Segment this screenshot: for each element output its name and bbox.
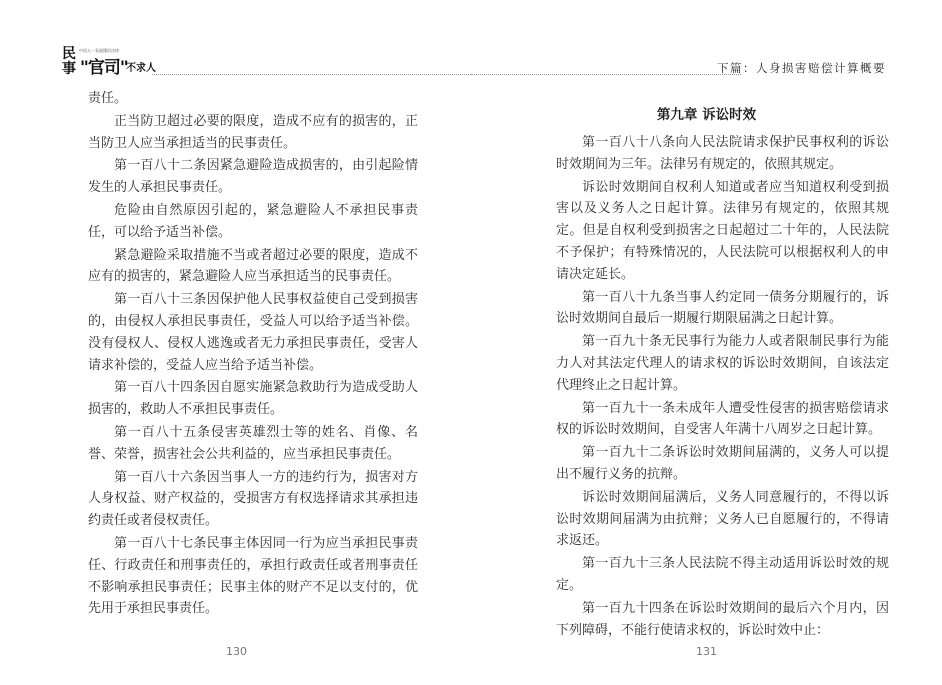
logo-guansi: "官司" (80, 58, 128, 78)
paragraph: 第一百八十九条当事人约定同一债务分期履行的，诉讼时效期间自最后一期履行期限届满之日起计算。 (556, 289, 889, 327)
paragraph: 第一百八十七条民事主体因同一行为应当承担民事责任、行政责任和刑事责任的，承担行政责任或者刑事责任不影响承担民事责任；民事主体的财产不足以支付的，优先用于承担民事责任。 (88, 535, 418, 617)
left-body-text (88, 88, 418, 621)
paragraph: 正当防卫超过必要的限度，造成不应有的损害的，正当防卫人应当承担适当的民事责任。 (88, 113, 418, 151)
paragraph: 第一百九十一条未成年人遭受性侵害的损害赔偿请求权的诉讼时效期间，自受害人年满十八周岁之日起计算。 (556, 400, 889, 438)
header-rule (152, 74, 471, 75)
page-number: 130 (226, 645, 247, 658)
paragraph: 第一百八十二条因紧急避险造成损害的，由引起险情发生的人承担民事责任。 (88, 158, 418, 196)
logo-tagline: 中国人一看就懂的法律 (79, 48, 119, 53)
chapter-title: 第九章 诉讼时效 (656, 107, 757, 123)
paragraph: 第一百八十三条因保护他人民事权益使自己受到损害的，由侵权人承担民事责任，受益人可以给予适当补偿。没有侵权人、侵权人逃逸或者无力承担民事责任，受害人请求补偿的，受益人应当给予适当补偿。 (88, 292, 418, 373)
header-rule (471, 74, 741, 75)
paragraph: 第一百八十五条侵害英雄烈士等的姓名、肖像、名誉、荣誉，损害社会公共利益的，应当承担民事责任。 (88, 424, 418, 462)
paragraph: 第一百八十八条向人民法院请求保护民事权利的诉讼时效期间为三年。法律另有规定的，依照其规定。 (556, 135, 889, 172)
paragraph: 诉讼时效期间自权利人知道或者应当知道权利受到损害以及义务人之日起计算。法律另有规定的，依照其规定。但是自权利受到损害之日起超过二十年的，人民法院不予保护；有特殊情况的，人民法院可以根据权利人的申请决定延长。 (556, 179, 889, 282)
paragraph: 第一百八十四条因自愿实施紧急救助行为造成受助人损害的，救助人不承担民事责任。 (88, 380, 418, 418)
right-body-text (556, 132, 889, 642)
paragraph: 第一百九十条无民事行为能力人或者限制民事行为能力人对其法定代理人的请求权的诉讼时效期间，自该法定代理终止之日起计算。 (556, 334, 889, 393)
paragraph: 第一百九十二条诉讼时效期间届满的，义务人可以提出不履行义务的抗辩。 (556, 445, 889, 482)
paragraph: 责任。 (88, 91, 128, 106)
paragraph: 第一百九十四条在诉讼时效期间的最后六个月内，因下列障碍，不能行使请求权的，诉讼时效中止： (556, 600, 889, 638)
logo-buqiu: 不求人 (126, 63, 156, 74)
paragraph: 第一百八十六条因当事人一方的违约行为，损害对方人身权益、财产权益的，受损害方有权选择请求其承担违约责任或者侵权责任。 (88, 469, 418, 529)
paragraph: 危险由自然原因引起的，紧急避险人不承担民事责任，可以给予适当补偿。 (88, 202, 418, 240)
paragraph: 诉讼时效期间届满后，义务人同意履行的，不得以诉讼时效期间届满为由抗辩；义务人已自愿履行的，不得请求返还。 (556, 489, 889, 549)
page-number: 131 (696, 645, 717, 658)
right-page (471, 0, 942, 685)
paragraph: 第一百九十三条人民法院不得主动适用诉讼时效的规定。 (556, 556, 889, 593)
paragraph: 紧急避险采取措施不当或者超过必要的限度，造成不应有的损害的，紧急避险人应当承担适当的民事责任。 (88, 247, 418, 285)
running-header-title: 下篇：人身损害赔偿计算概要 (717, 61, 886, 75)
logo-min-shi: 民事 (62, 46, 76, 77)
